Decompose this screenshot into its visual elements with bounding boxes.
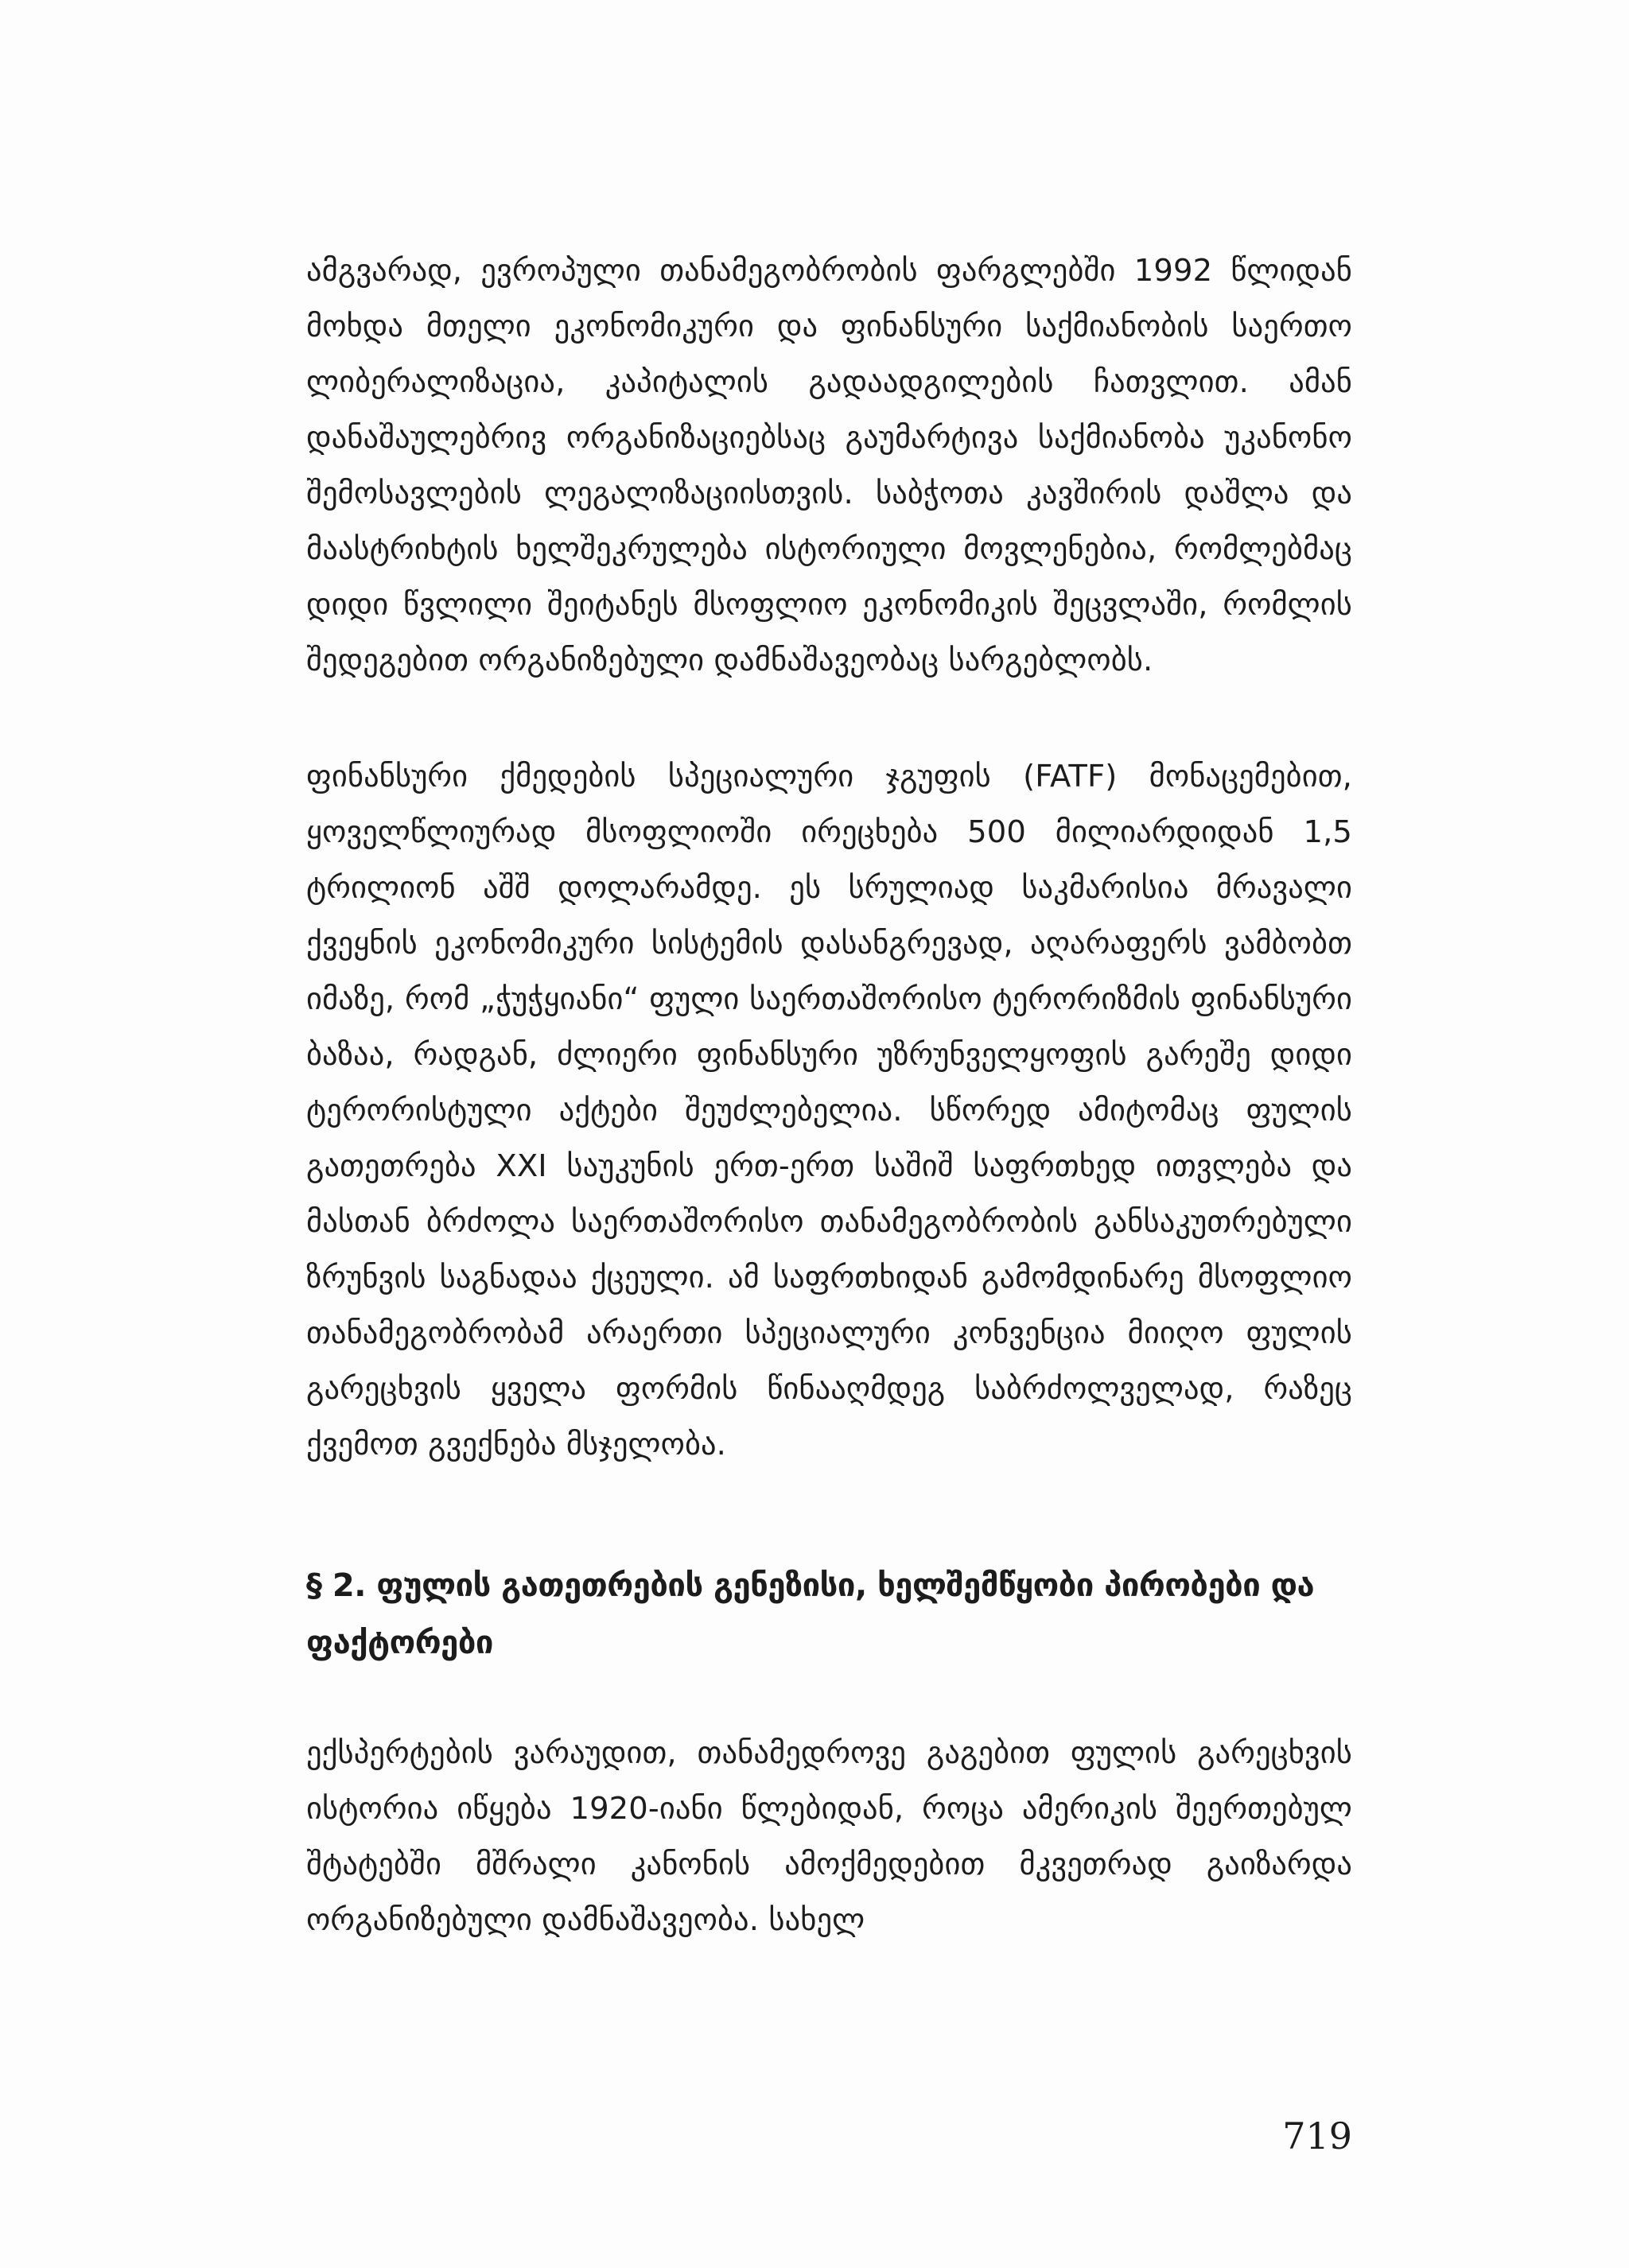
section-heading: § 2. ფულის გათეთრების გენეზისი, ხელშემწყობი პირობები და ფაქტორები (306, 1567, 1315, 1661)
paragraph-liberalization: ამგვარად, ევროპული თანამეგობრობის ფარგლებში 1992 წლიდან მოხდა მთელი ეკონომიკური და ფინანსური საქმიანობის საერთო ლიბერალიზაცია, კაპიტალის გადაადგილების ჩათვლით. ამან დანაშაულებრივ ორგანიზაციებსაც გაუმარტივა საქმიანობა უკანონო შემოსავლების ლეგალიზაციისთვის. საბჭოთა კავშირის დაშლა და მაასტრიხტის ხელშეკრულება ისტორიული მოვლენებია, რომლებმაც დიდი წვლილი შეიტანეს მსოფლიო ეკონომიკის შეცვლაში, რომლის შედეგებით ორგანიზებული დამნაშავეობაც სარგებლობს. (306, 253, 1352, 678)
paragraph-history: ექსპერტების ვარაუდით, თანამედროვე გაგებით ფულის გარეცხვის ისტორია იწყება 1920-იანი წლებიდან, როცა ამერიკის შეერთებულ შტატებში მშრალი კანონის ამოქმედებით მკვეთრად გაიზარდა ორგანიზებული დამნაშავეობა. სახელ (306, 1735, 1352, 1938)
page-number: 719 (1282, 2115, 1352, 2157)
text-column (306, 243, 1352, 1948)
paragraph-fatf: ფინანსური ქმედების სპეციალური ჯგუფის (FATF) მონაცემებით, ყოველწლიურად მსოფლიოში ირეცხება 500 მილიარდიდან 1,5 ტრილიონ აშშ დოლარამდე. ეს სრულიად საკმარისია მრავალი ქვეყნის ეკონომიკური სისტემის დასანგრევად, აღარაფერს ვამბობთ იმაზე, რომ „ჭუჭყიანი“ ფული საერთაშორისო ტერორიზმის ფინანსური ბაზაა, რადგან, ძლიერი ფინანსური უზრუნველყოფის გარეშე დიდი ტერორისტული აქტები შეუძლებელია. სწორედ ამიტომაც ფულის გათეთრება XXI საუკუნის ერთ-ერთ საშიშ საფრთხედ ითვლება და მასთან ბრძოლა საერთაშორისო თანამეგობრობის განსაკუთრებული ზრუნვის საგნადაა ქცეული. ამ საფრთხიდან გამომდინარე მსოფლიო თანამეგობრობამ არაერთი სპეციალური კონვენცია მიიღო ფულის გარეცხვის ყველა ფორმის წინააღმდეგ საბრძოლველად, რაზეც ქვემოთ გვექნება მსჯელობა. (306, 759, 1352, 1462)
